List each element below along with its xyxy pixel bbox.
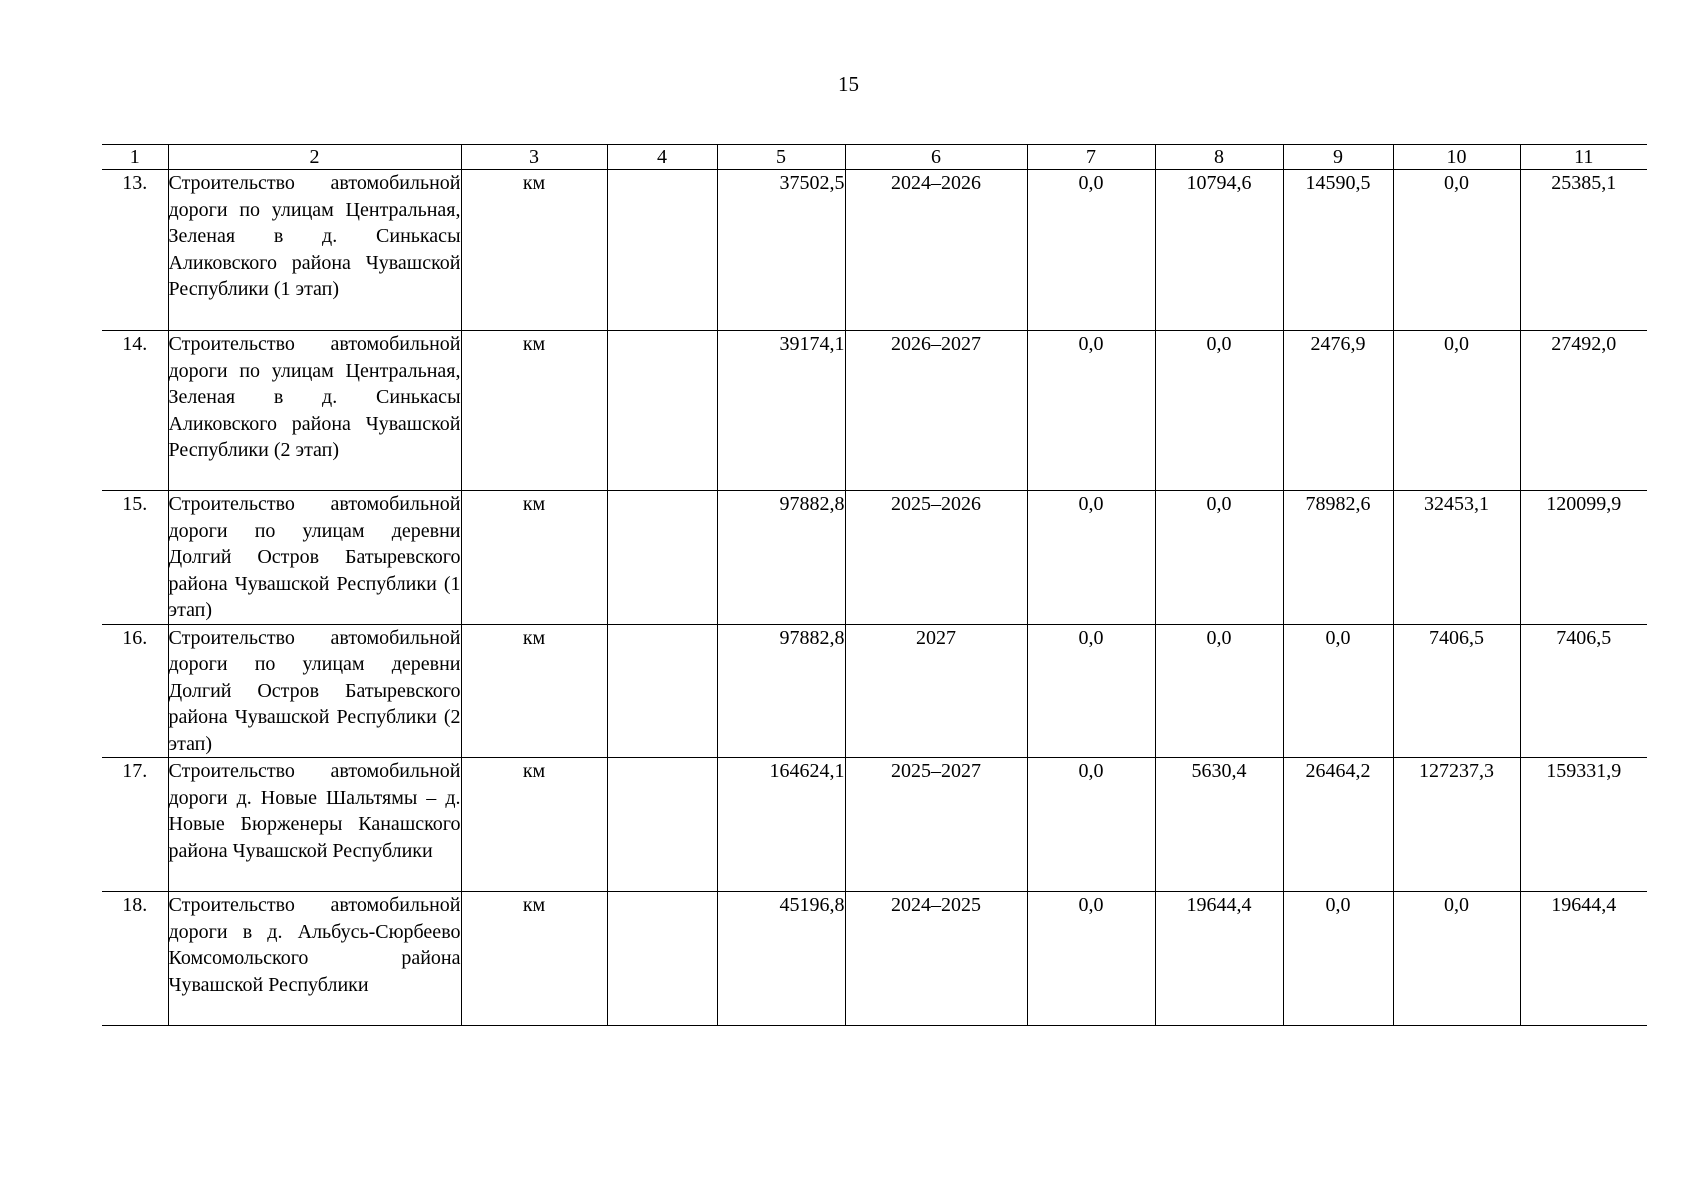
unit-cell: км [461,624,607,758]
cost-cell: 97882,8 [717,491,845,625]
value-cell: 0,0 [1027,331,1155,491]
column-header: 9 [1283,145,1393,170]
table-row [102,170,1647,331]
total-cell: 25385,1 [1520,170,1647,331]
unit-cell: км [461,758,607,892]
value-cell: 0,0 [1393,892,1520,1026]
value-cell: 78982,6 [1283,491,1393,625]
unit-cell: км [461,331,607,491]
project-name: Строительство автомобильной дороги по улицам деревни Долгий Остров Батыревского района Чувашской Республики (2 этап) [168,624,461,758]
project-name: Строительство автомобильной дороги по улицам Центральная, Зеленая в д. Синькасы Аликовского района Чувашской Республики (1 этап) [168,170,461,331]
row-number: 18. [102,892,168,1026]
total-cell: 7406,5 [1520,624,1647,758]
column-header: 4 [607,145,717,170]
period-cell: 2025–2027 [845,758,1027,892]
data-table [102,144,1647,1026]
column-header: 3 [461,145,607,170]
value-cell: 0,0 [1027,892,1155,1026]
cost-cell: 164624,1 [717,758,845,892]
row-number: 13. [102,170,168,331]
value-cell: 19644,4 [1155,892,1283,1026]
value-cell: 0,0 [1155,624,1283,758]
value-cell: 0,0 [1155,331,1283,491]
capacity-cell [607,624,717,758]
total-cell: 27492,0 [1520,331,1647,491]
value-cell: 0,0 [1027,758,1155,892]
unit-cell: км [461,892,607,1026]
value-cell: 2476,9 [1283,331,1393,491]
cost-cell: 97882,8 [717,624,845,758]
capacity-cell [607,170,717,331]
value-cell: 7406,5 [1393,624,1520,758]
value-cell: 14590,5 [1283,170,1393,331]
period-cell: 2026–2027 [845,331,1027,491]
project-name: Строительство автомобильной дороги по улицам Центральная, Зеленая в д. Синькасы Аликовского района Чувашской Республики (2 этап) [168,331,461,491]
value-cell: 5630,4 [1155,758,1283,892]
column-header: 2 [168,145,461,170]
project-name: Строительство автомобильной дороги д. Новые Шальтямы – д. Новые Бюрженеры Канашского района Чувашской Республики [168,758,461,892]
project-name: Строительство автомобильной дороги по улицам деревни Долгий Остров Батыревского района Чувашской Республики (1 этап) [168,491,461,625]
table-row [102,758,1647,892]
value-cell: 32453,1 [1393,491,1520,625]
period-cell: 2024–2025 [845,892,1027,1026]
value-cell: 0,0 [1393,331,1520,491]
unit-cell: км [461,491,607,625]
column-header: 8 [1155,145,1283,170]
unit-cell: км [461,170,607,331]
column-header: 6 [845,145,1027,170]
value-cell: 0,0 [1027,624,1155,758]
total-cell: 19644,4 [1520,892,1647,1026]
capacity-cell [607,491,717,625]
table-row [102,331,1647,491]
table-row [102,892,1647,1026]
period-cell: 2025–2026 [845,491,1027,625]
row-number: 15. [102,491,168,625]
table-row [102,624,1647,758]
table-header-row [102,145,1647,170]
row-number: 14. [102,331,168,491]
project-name: Строительство автомобильной дороги в д. Альбусь-Сюрбеево Комсомольского района Чувашской Республики [168,892,461,1026]
column-header: 1 [102,145,168,170]
cost-cell: 45196,8 [717,892,845,1026]
value-cell: 0,0 [1393,170,1520,331]
column-header: 5 [717,145,845,170]
cost-cell: 39174,1 [717,331,845,491]
table-row [102,491,1647,625]
value-cell: 0,0 [1027,491,1155,625]
value-cell: 0,0 [1155,491,1283,625]
column-header: 10 [1393,145,1520,170]
cost-cell: 37502,5 [717,170,845,331]
page-number: 15 [838,72,859,96]
total-cell: 120099,9 [1520,491,1647,625]
period-cell: 2027 [845,624,1027,758]
capacity-cell [607,331,717,491]
value-cell: 26464,2 [1283,758,1393,892]
column-header: 11 [1520,145,1647,170]
value-cell: 10794,6 [1155,170,1283,331]
column-header: 7 [1027,145,1155,170]
capacity-cell [607,758,717,892]
value-cell: 0,0 [1283,892,1393,1026]
value-cell: 127237,3 [1393,758,1520,892]
total-cell: 159331,9 [1520,758,1647,892]
value-cell: 0,0 [1027,170,1155,331]
row-number: 16. [102,624,168,758]
period-cell: 2024–2026 [845,170,1027,331]
capacity-cell [607,892,717,1026]
row-number: 17. [102,758,168,892]
value-cell: 0,0 [1283,624,1393,758]
